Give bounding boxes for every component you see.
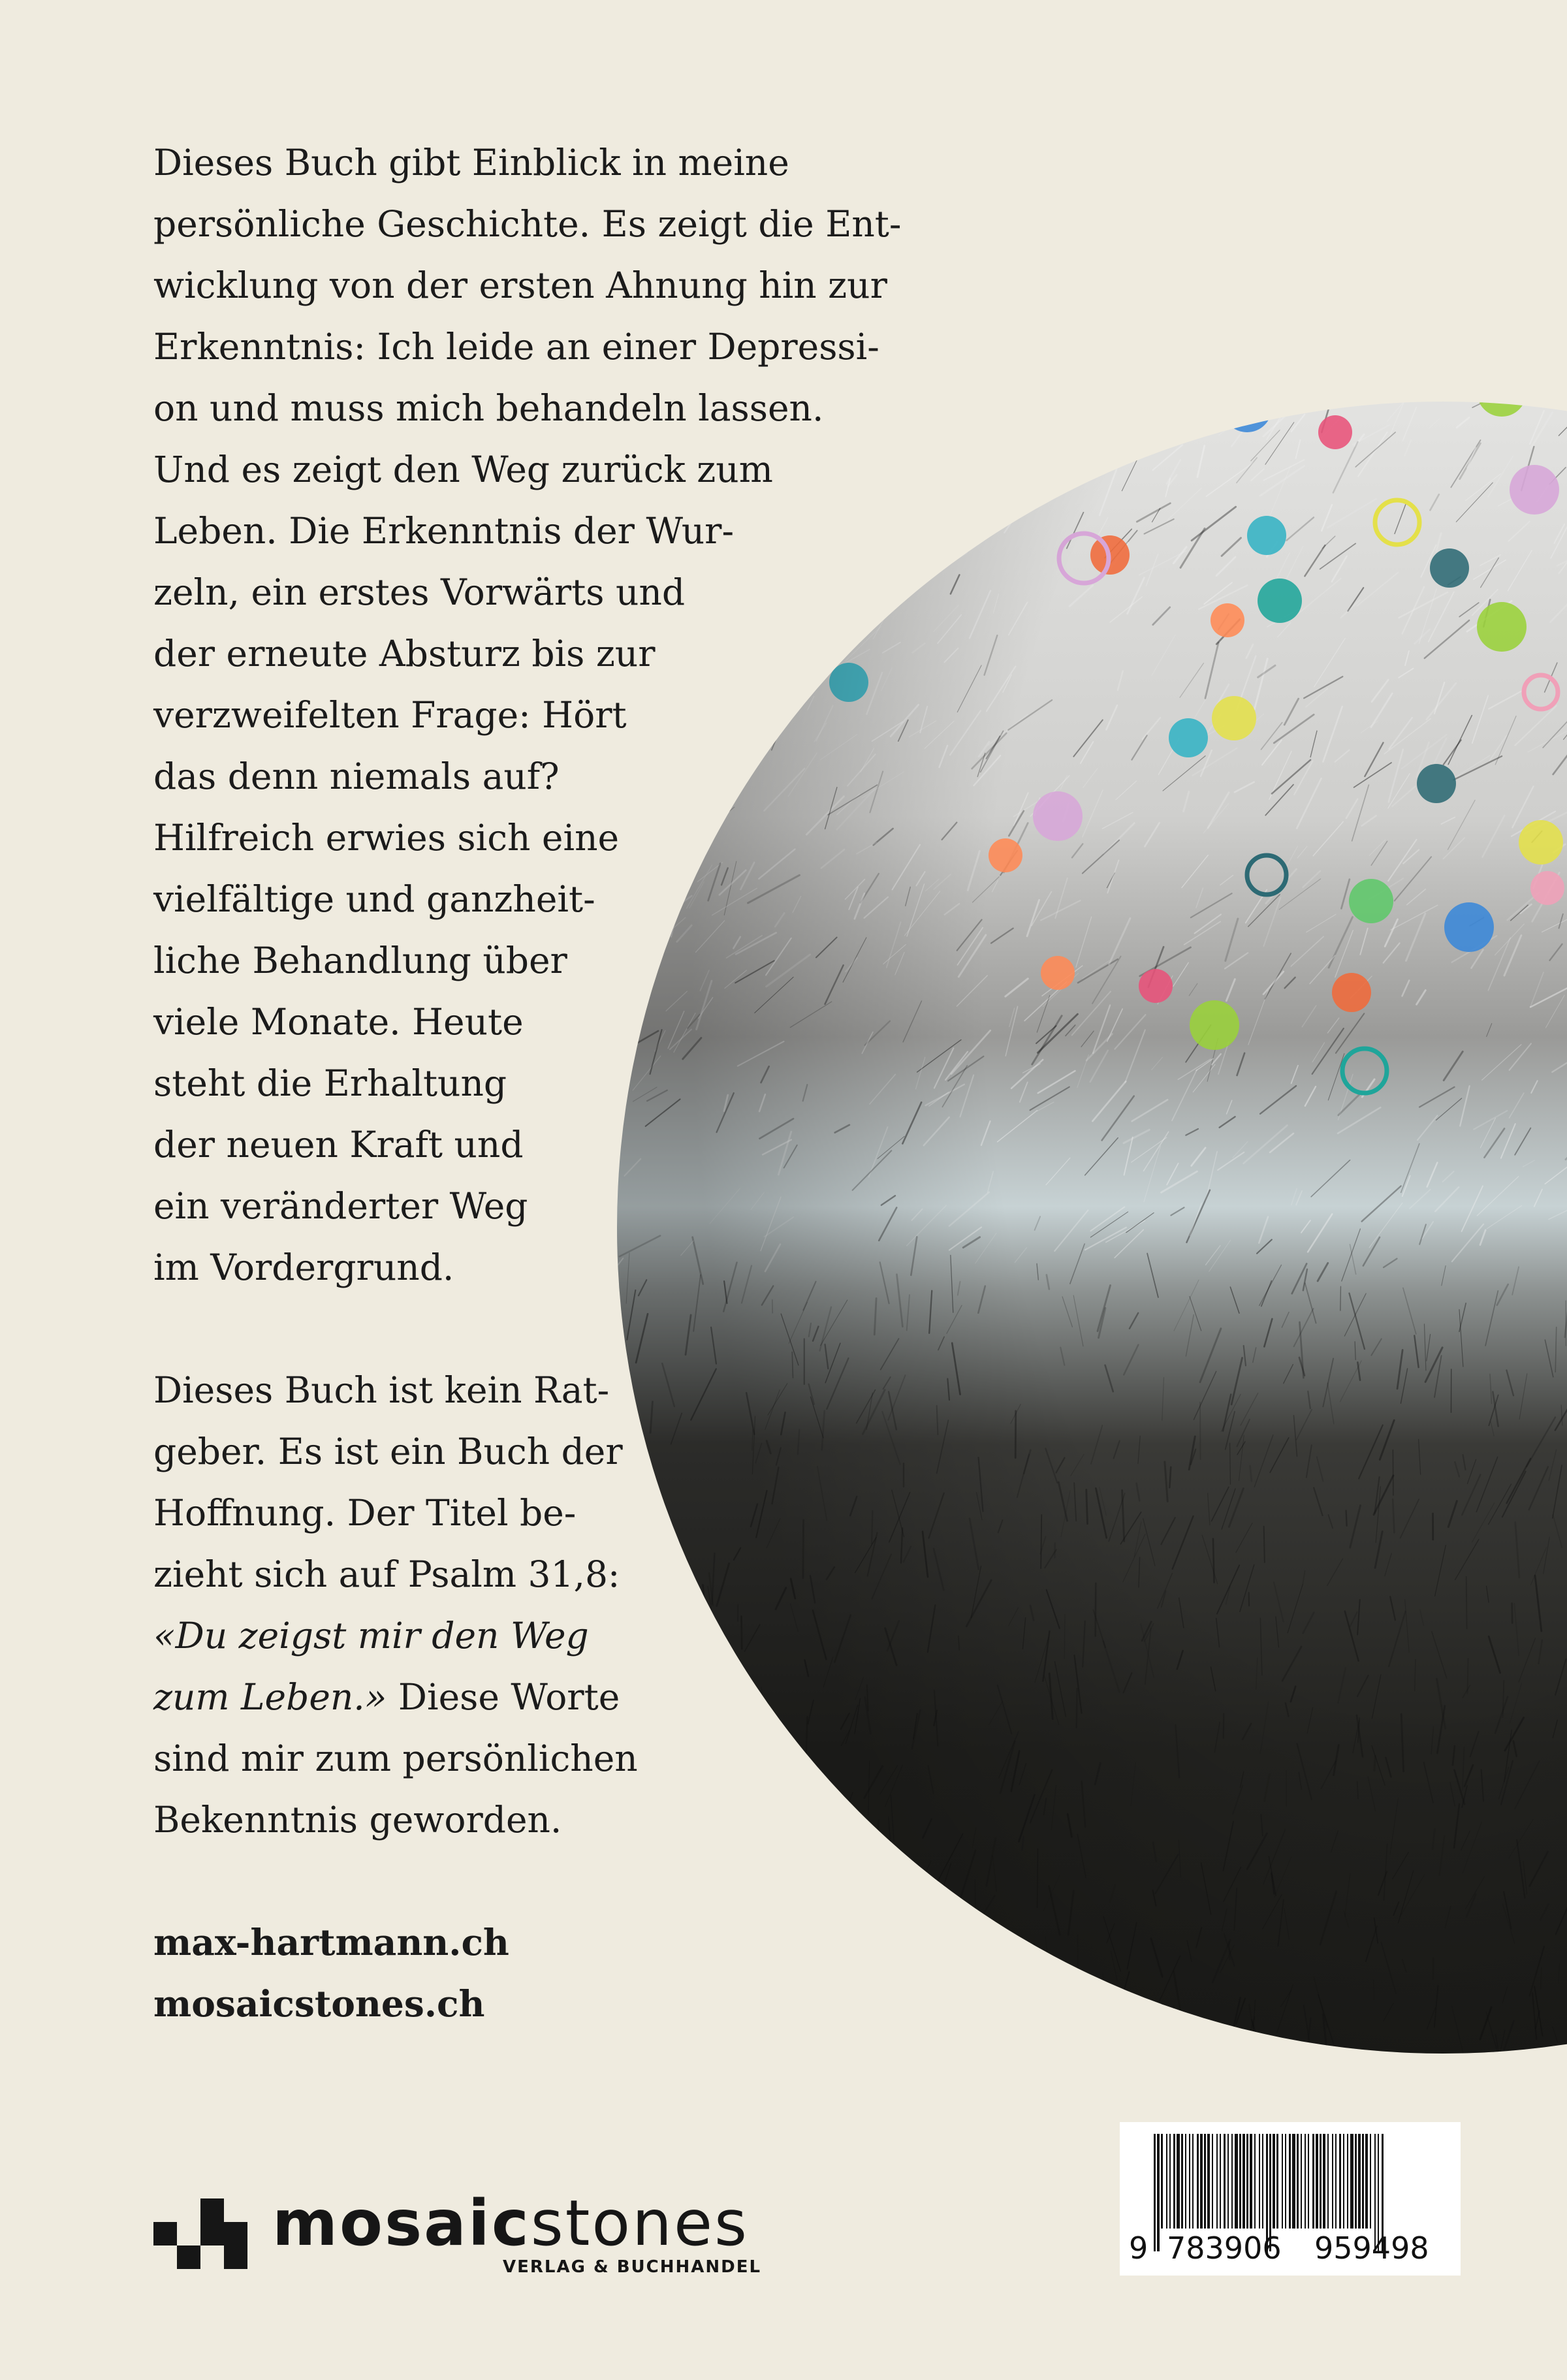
blurb-line: zieht sich auf Psalm 31,8: <box>153 1553 620 1595</box>
publisher-subtitle: VERLAG & BUCHHANDEL <box>503 2257 762 2277</box>
isbn-barcode <box>1120 2122 1461 2276</box>
website-link-author[interactable]: max-hartmann.ch <box>153 1921 509 1963</box>
blurb-line: zeln, ein erstes Vorwärts und <box>153 571 686 613</box>
barcode-group-2: 959498 <box>1314 2230 1429 2266</box>
mosaic-squares-icon <box>153 2196 251 2273</box>
blurb-line: im Vordergrund. <box>153 1246 454 1288</box>
website-links <box>153 1912 872 2035</box>
blurb-line: ein veränderter Weg <box>153 1185 528 1227</box>
blurb-line: Hilfreich erwies sich eine <box>153 817 620 859</box>
website-link-publisher[interactable]: mosaicstones.ch <box>153 1982 485 2025</box>
blurb-line: on und muss mich behandeln lassen. <box>153 387 824 429</box>
blurb-line: steht die Erhaltung <box>153 1062 507 1104</box>
blurb-line: verzweifelten Frage: Hört <box>153 694 627 736</box>
psalm-quote-line: «Du zeigst mir den Weg <box>153 1615 589 1657</box>
publisher-logo <box>153 2187 762 2277</box>
blurb-line: Hoffnung. Der Titel be- <box>153 1492 577 1534</box>
barcode-group-1: 783906 <box>1167 2230 1282 2266</box>
quote-continuation: Diese Worte <box>387 1676 620 1718</box>
blurb-line: Dieses Buch ist kein Rat- <box>153 1369 610 1411</box>
blurb-paragraph-1 <box>153 132 902 1298</box>
blurb-line: der neuen Kraft und <box>153 1124 524 1166</box>
blurb-line: Bekenntnis geworden. <box>153 1799 562 1841</box>
barcode-lead-digit: 9 <box>1129 2230 1148 2266</box>
blurb-line: Erkenntnis: Ich leide an einer Depressi- <box>153 326 879 368</box>
blurb-line: wicklung von der ersten Ahnung hin zur <box>153 264 887 306</box>
blurb-line: Leben. Die Erkenntnis der Wur- <box>153 510 735 552</box>
blurb-paragraph-2 <box>153 1359 872 1850</box>
blurb-line: liche Behandlung über <box>153 940 567 981</box>
psalm-quote-end: zum Leben.» <box>153 1676 387 1718</box>
blurb-line: das denn niemals auf? <box>153 755 560 797</box>
blurb-line: geber. Es ist ein Buch der <box>153 1431 623 1472</box>
blurb-line: Und es zeigt den Weg zurück zum <box>153 449 773 490</box>
blurb-line: vielfältige und ganzheit- <box>153 878 595 920</box>
publisher-name: mosaicstones <box>272 2187 750 2260</box>
blurb-line: Dieses Buch gibt Einblick in meine <box>153 142 789 183</box>
back-cover-blurb <box>153 132 902 2035</box>
blurb-line: der erneute Absturz bis zur <box>153 633 656 674</box>
blurb-line: viele Monate. Heute <box>153 1001 524 1043</box>
blurb-line: persönliche Geschichte. Es zeigt die Ent- <box>153 203 902 245</box>
blurb-line: sind mir zum persönlichen <box>153 1737 638 1779</box>
